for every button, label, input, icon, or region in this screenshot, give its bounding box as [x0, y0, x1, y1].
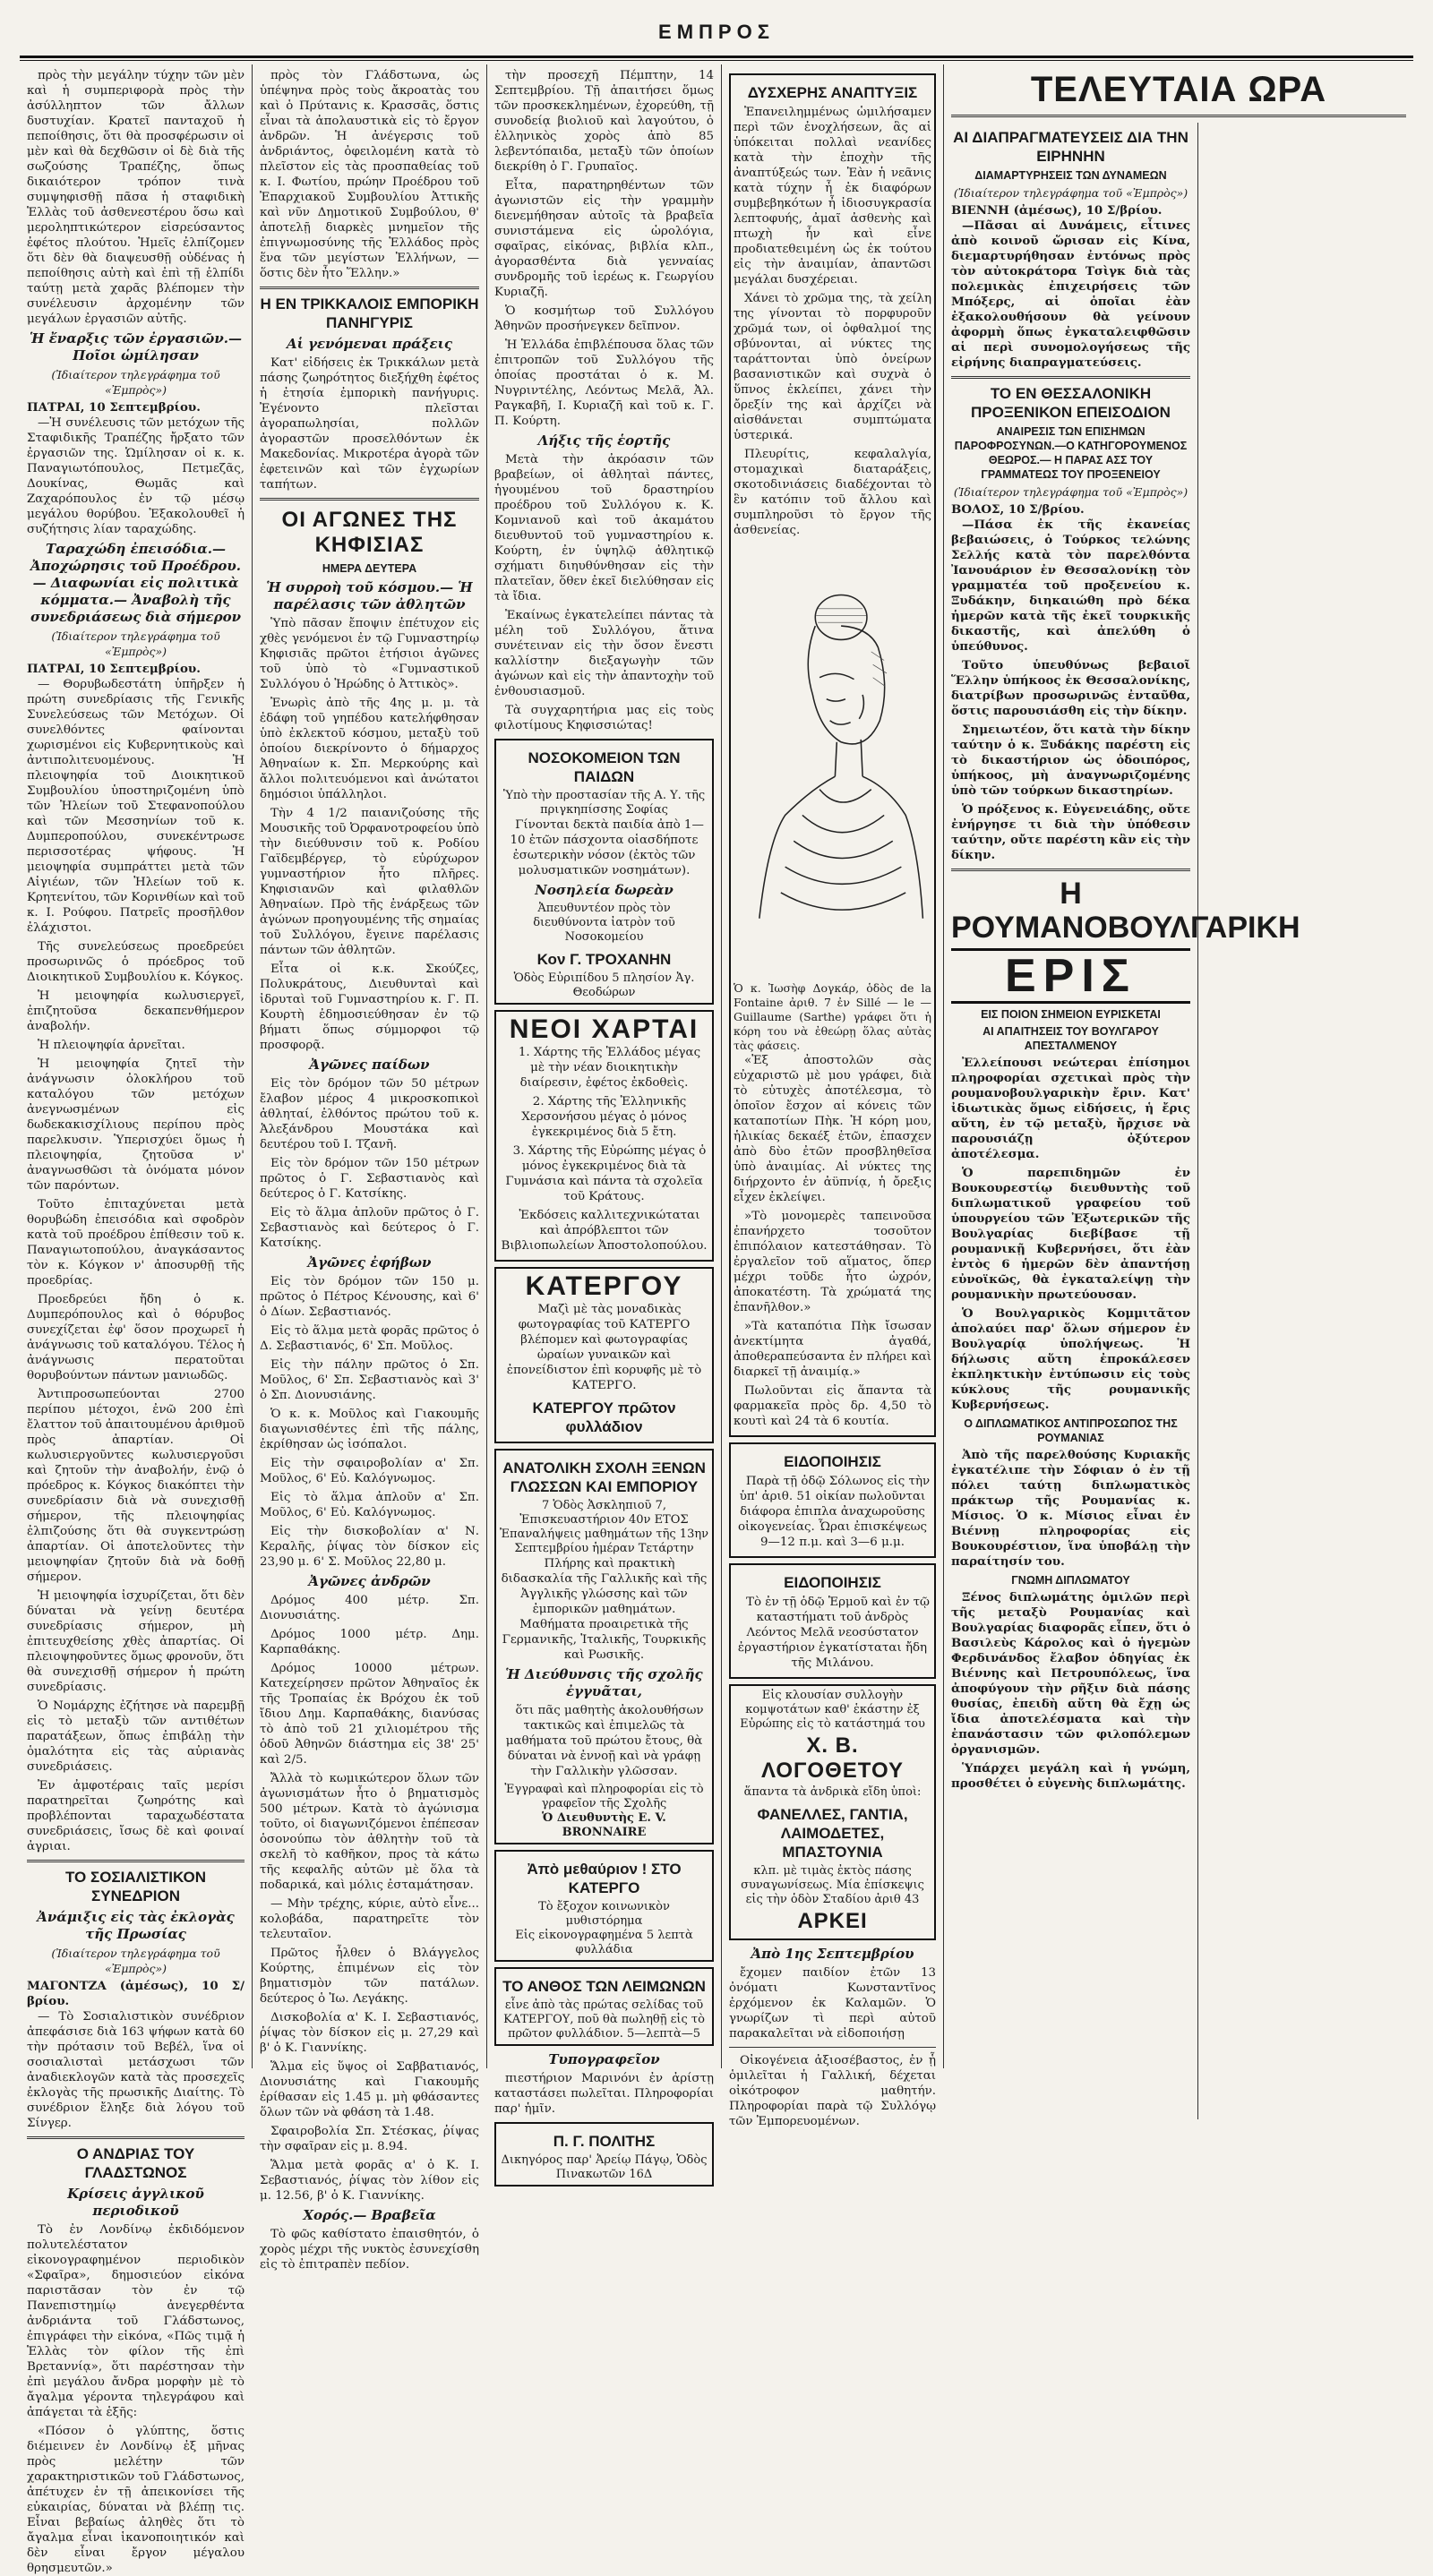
- ad-text: ἅπαντα τὰ ἀνδρικὰ εἴδη ὑποὶ:: [743, 1785, 922, 1799]
- paragraph: Τὴν 4 1/2 παιανιζούσης τῆς Μουσικῆς τοῦ Ὀρφανοτροφείου ὑπὸ τὴν διεύθυνσιν τοῦ κ. Ροδίου Γαϊδεμβέργερ, τὸ εὐρύχωρον γυμναστήριον ἦτο πλῆρες. Κηφισιανῶν καὶ φιλαθλῶν Ἀθηναίων. Πρὸ τῆς ἐνάρξεως τῶν ἀγώνων προηγουμένης τῆς σημαίας τοῦ Συλλόγου, ἔγεινε παρέλασις πάντων τῶν ἀθλητῶν.: [260, 807, 479, 957]
- portrait-illustration: [734, 549, 931, 970]
- ad-subtitle: Νοσηλεία δωρεὰν: [535, 882, 674, 898]
- column-5-right: [1198, 123, 1406, 2119]
- paragraph: Δισκοβολία α' Κ. Ι. Σεβαστιανός, ῥίψας τὸν δίσκον εἰς μ. 27,29 καὶ β' ὁ Κ. Γιαννίκης.: [260, 2011, 479, 2055]
- notice-text: Παρὰ τῇ ὁδῷ Σόλωνος εἰς τὴν ὑπ' ἀριθ. 51 οἰκίαν πωλοῦνται διάφορα ἐπιπλα ἀναχωροῦσης οἰκογενείας. Ὧραι ἐπισκέψεως 9—12 π.μ. καὶ 3—6 μ.μ.: [737, 1475, 931, 1549]
- lawyer-ad: [494, 2122, 714, 2187]
- maps-ad: [494, 1010, 714, 1262]
- city-line: ΜΑΓΟΝΤΖΑ (ἀμέσως), 10 Σ/βρίου.: [27, 1979, 245, 2008]
- paragraph: Εἰς τὸν δρόμον τῶν 150 μ. πρῶτος ὁ Πέτρος Κένουσης, καὶ 6' ὁ Δίων. Σεβαστιανός.: [260, 1275, 479, 1319]
- ad-text: 1. Χάρτης τῆς Ἑλλάδος μέγας μὲ τὴν νέαν διοικητικὴν διαίρεσιν, ἐφέτος ἐκδοθεὶς.: [518, 1046, 701, 1090]
- subheading: ΕΙΣ ΠΟΙΟΝ ΣΗΜΕΙΟΝ ΕΥΡΙΣΚΕΤΑΙ: [981, 1008, 1161, 1021]
- subheading: ΗΜΕΡΑ ΔΕΥΤΕΡΑ: [322, 562, 417, 575]
- paragraph: Τὸ φῶς καθίστατο ἐπαισθητόν, ὁ χορὸς μέχρι τῆς νυκτὸς ἐσυνεχίσθη εἰς τὸ ἐπιτραπὲν πεδίον.: [260, 2228, 479, 2272]
- notice-title: ΕΙΔΟΠΟΙΗΣΙΣ: [784, 1574, 881, 1591]
- paragraph: τὴν προσεχῆ Πέμπτην, 14 Σεπτεμβρίου. Τῇ ἀπαιτήσει ὅμως τῶν προσκεκλημένων, ἐχορεύθη, τῇ συνοδείᾳ βιολιοῦ καὶ λαγούτου, ὁ ἑλληνικὸς χορὸς ἀπὸ 85 λεβεντόπαιδα, μεταξὺ τῶν ὁποίων διεκρίθη ὁ Γ. Γρυπαῖος.: [494, 69, 714, 174]
- subheading: ΔΙΑΜΑΡΤΥΡΗΣΕΙΣ ΤΩΝ ΔΥΝΑΜΕΩΝ: [974, 169, 1167, 182]
- paragraph: Τῆς συνελεύσεως προεδρεύει προσωρινῶς ὁ πρόεδρος τοῦ Διοικητικοῦ Συμβουλίου κ. Κόγκος.: [27, 940, 245, 984]
- paragraph: Ὁ Νομάρχης ἐζήτησε νὰ παρεμβῇ εἰς τὸ μεταξὺ τῶν αντιθέτων παρατάξεων, ὅπως ἐπιβάλῃ τὴν ὁμαλότητα εἰς τὰς αὐριανὰς συνεδριάσεις.: [27, 1699, 245, 1774]
- paragraph: Εἰς τὸ ἅλμα μετὰ φορᾶς πρῶτος ὁ Δ. Σεβαστιανός, 6' Σπ. Μοῦλος.: [260, 1324, 479, 1353]
- paragraph: Ἡ μειοψηφία κωλυσιεργεῖ, ἐπιζητοῦσα δεκαπενθήμερον ἀναβολήν.: [27, 989, 245, 1033]
- subheading: Τυπογραφεῖον: [548, 2051, 660, 2067]
- paragraph: Εἰς τὴν πάλην πρῶτος ὁ Σπ. Μοῦλος, 6' Σπ. Σεβαστιανὸς καὶ 3' ὁ Σπ. Διονυσιάνης.: [260, 1358, 479, 1402]
- ad-text: Πωλοῦνται εἰς ἅπαντα τὰ φαρμακεῖα πρὸς δρ. 4,50 τὸ κουτὶ καὶ 24 τὰ 6 κουτία.: [734, 1384, 931, 1428]
- paragraph: Ἐκαίνως ἐγκατελείπει πάντας τὰ μέλη τοῦ Συλλόγου, ἅτινα συνέτειναν εἰς τὴν ὅσον ἔνεστι καλλίστην διεξαγωγὴν τῶν ἀγώνων καὶ εἰς τὴν ἀπαντοχὴν τοῦ ἐνθουσιασμοῦ.: [494, 609, 714, 698]
- paragraph: Εἶτα οἱ κ.κ. Σκούζες, Πολυκράτους, Διευθυνταὶ καὶ ἰδρυταὶ τοῦ Γυμναστηρίου κ. Γ. Π. Κουρτὴ ἐδημοσιεύθησαν ἐν τῷ βήματι ὅπως σύμμορφοι τῷ προσφορᾷ.: [260, 963, 479, 1052]
- headline-eris: ΕΡΙΣ: [951, 948, 1190, 1004]
- ad-subtitle: Ἡ Διεύθυνσις τῆς σχολῆς ἐγγυᾶται,: [505, 1666, 703, 1699]
- ad-text: Μαζὶ μὲ τὰς μοναδικὰς φωτογραφίας τοῦ ΚΑΤΕΡΓΟ βλέπομεν καὶ φωτογραφίας ὡραίων γυναικῶν καὶ ἐπονείδιστον ἐπὶ κορυφῆς μὲ τὸ ΚΑΤΕΡΓΟ.: [506, 1303, 702, 1392]
- divider: [27, 2136, 245, 2139]
- paragraph: — Τὸ Σοσιαλιστικὸν συνέδριον ἀπεφάσισε διὰ 163 ψήφων κατὰ 60 τὴν πρότασιν τοῦ Βεβέλ, ἵνα οἱ σοσιαλισταὶ μετάσχωσι τῶν ἀναδιεκλογῶν κατὰ τὰς προσεχεῖς ἐκλογὰς τῆς πρωσικῆς Διαίτης. Τὸ συνέδριον ἔληξε διὰ λόγου τοῦ Σίνγερ.: [27, 2010, 245, 2130]
- paragraph: πρὸς τὸν Γλάδστωνα, ὡς ὑπέψηνα πρὸς τοὺς ἄκροατὰς του καὶ ὁ Πρύτανις κ. Κρασσᾶς, ὅστις εἶναι τὰ ἀπολαυστικὰ εἰς τὸ ἔργον ἀνδρῶν. Ἡ ἀνέγερσις τοῦ ἀνδριάντος, ὀφειλομένη κατὰ τὸ πλεῖστον εἰς τὰς προσπαθείας τοῦ κ. Ι. Φωτίου, πρώην Προέδρου τοῦ Ἐπαρχιακοῦ Συμβουλίου Ἀττικῆς καὶ νῦν Δημοτικοῦ Συμβούλου, θ' ἀποτελῇ διαρκὲς μνημεῖον τῆς ἐπιγνωμοσύνης τῆς Ἑλλάδος πρὸς ἕνα τῶν μεγίστων Ἑλλήνων, — ὅστις δὲν ἦτο Ἕλλην.»: [260, 69, 479, 280]
- katergo-ad: [494, 1267, 714, 1443]
- ad-text: Γίνονται δεκτὰ παιδία ἀπὸ 1—10 ἐτῶν πάσχοντα οἱασδήποτε ἐσωτερικὴν νόσον (ἐκτὸς τῶν μολυσματικῶν νοσημάτων).: [510, 818, 704, 877]
- subheading: Ταραχώδη ἐπεισόδια.— Ἀποχώρησις τοῦ Προέδρου.— Διαφωνίαι εἰς πολιτικὰ κόμματα.— Ἀναβολὴ τῆς συνεδριάσεως διὰ σήμερον: [30, 541, 242, 625]
- paragraph: Εἰς τὸν δρόμον τῶν 50 μέτρων ἔλαβον μέρος 4 μικροσκοπικοὶ ἀθληταί, ἐλθόντος πρώτου τοῦ κ. Ἀλεξάνδρου Μουστάκα καὶ δευτέρου τοῦ Ι. Τζανῆ.: [260, 1077, 479, 1151]
- ad-text: »Τὸ μονομερὲς ταπεινοῦσα ἐπανήρχετο τοσοῦτον ἐπιπόλαιον κατεστάθησαν. Τὸ ἐργαλεῖον τοῦ αἵματος, ὅπερ μέχρι τοῦδε ἦτο ὡχρόν, ἀποκατέστη. Τὰ χρώματά της ἐπανῆλθον.»: [734, 1210, 931, 1314]
- dateline: (Ἰδιαίτερον τηλεγράφημα τοῦ «Ἐμπρὸς»): [953, 485, 1188, 499]
- ad-name: Χ. Β. ΛΟΓΟΘΕΤΟΥ: [760, 1733, 905, 1783]
- column-4: [722, 64, 944, 2128]
- ad-text: Εἰς εἰκονογραφημένα 5 λεπτὰ φυλλάδια: [515, 1929, 693, 1956]
- subheading: ΑΝΑΙΡΕΣΙΣ ΤΩΝ ΕΠΙΣΗΜΩΝ ΠΑΡΟΦΡΟΣΥΝΩΝ.—Ο ΚΑΤΗΓΟΡΟΥΜΕΝΟΣ ΘΕΩΡΟΣ.— Η ΠΑΡΑΣ ΑΣΣ ΤΟΥ ΓΡΑΜΜΑΤΕΩΣ ΤΟΥ ΠΡΟΞΕΝΕΙΟΥ: [954, 425, 1188, 481]
- paragraph: Ἡ Ἑλλάδα ἐπιβλέπουσα ὅλας τῶν ἐπιτροπῶν τοῦ Συλλόγου τῆς ὁποίας προστάται ὁ κ. Μ. Νυγριντέλης, Λεόντως Μελᾶ, Ἀλ. Ραγκαβῆ, Ι. Κυριαζῆ καὶ τοῦ κ. Γ. Π. Κούρτη.: [494, 338, 714, 428]
- column-5-left: [951, 123, 1300, 2119]
- paragraph: πρὸς τὴν μεγάλην τύχην τῶν μὲν καὶ ἡ συμπεριφορὰ πρὸς τὴν ἀσύλληπτον τῶν ἄλλων δυστυχίαν. Κρατεῖ πανταχοῦ ἡ πεποίθησις, ὅτι θὰ προσφέρωσιν οἱ μὲν καὶ θὰ δεχθῶσιν οἱ δὲ διὰ τῆς σωζούσης Τραπέζης, ὅπως δικαιότερον τρόπον τινὰ συμψηφισθῇ πᾶσα ἡ σταφιδικὴ Ἑλλὰς τοῦ ἀσθενεστέρου ὅσω καὶ μεροληπτικώτερον εἰσρεύσαντος ἐφέτος πλούτου. Ἡμεῖς ἐλπίζομεν ὅτι δὲν θὰ διαψευσθῇ οὐδένας ἡ πεποίθησις αὐτὴ καὶ ἐπὶ τῇ ἐλπίδι ταύτῃ μετὰ χαρᾶς βλέπομεν τὴν συνέλευσιν ἀρχομένην τῶν μεγάλων ἐργασιῶν αὐτῆς.: [27, 69, 245, 326]
- paragraph: — Θορυβωδεστάτη ὑπῆρξεν ἡ πρώτη συνεδρίασις τῆς Γενικῆς Συνελεύσεως τῶν Μετόχων. Οἱ συνελθόντες φαίνονται χωρισμένοι εἰς Κυβερνητικοὺς καὶ ἀντιπολιτευομένους. Ἡ πλειοψηφία τοῦ Διοικητικοῦ Συμβουλίου ὑποστηριζομένη ὑπὸ τῶν Ἠλείων τοῦ Στεφανοπούλου καὶ τῶν Μεσσηνίων τοῦ κ. Δυμπεροπούλου, συνεκέντρωσε περισσοτέρας ψήφους. Ἡ μειοψηφία συμπράττει μετὰ τῶν Αἰγιέων, τῶν Ἠλείων τοῦ κ. Κρητενίτου, τῶν Κορινθίων καὶ τοῦ κ. Ι. Ρούφου. Πατρεῖς προσῆλθον ἐλάχιστοι.: [27, 678, 245, 935]
- paragraph: Ἐνωρὶς ἀπὸ τῆς 4ης μ. μ. τὰ ἐδάφη τοῦ γηπέδου κατελήφθησαν ὑπὸ ἐκλεκτοῦ κόσμου, μεταξὺ τοῦ ὁποίου διεκρίνοντο ὁ δήμαρχος Ἀθηναίων κ. Σπ. Μερκούρης καὶ ἄλλοι πολιτευόμενοι καὶ ἀνώτατοι δημόσιοι ὑπάλληλοι.: [260, 697, 479, 801]
- ad-address: Ὁδὸς Εὐριπίδου 5 πλησίον Ἀγ. Θεοδώρων: [513, 971, 695, 999]
- city-line: ΒΙΕΝΝΗ (ἀμέσως), 10 Σ/βρίου.: [951, 203, 1163, 218]
- ad-text: κλπ. μὲ τιμὰς ἐκτὸς πάσης συναγωνίσεως. Μία ἐπίσκεψις εἰς τὴν ὁδὸν Σταδίου ἀριθ 43: [741, 1864, 924, 1906]
- dateline: (Ἰδιαίτερον τηλεγράφημα τοῦ «Ἐμπρὸς»): [51, 629, 220, 658]
- notice-title: ΕΙΔΟΠΟΙΗΣΙΣ: [784, 1453, 881, 1470]
- divider: [951, 869, 1190, 871]
- paragraph: — Μὴν τρέχης, κύριε, αὐτὸ εἶνε... κολοβάδα, παρατηρεῖτε τὸν τελευταῖον.: [260, 1897, 479, 1941]
- masthead: ΕΜΠΡΟΣ: [658, 21, 775, 43]
- paragraph: Κατ' εἰδήσεις ἐκ Τρικκάλων μετὰ πάσης ζωηρότητος διεξήχθη ἐφέτος ἡ ἐτησία ἐμπορικὴ πανήγυρις. Ἐγένοντο πλεῖσται ἀγοραπωλησίαι, πολλῶν ἀγοραστῶν προσελθόντων ἐκ Μακεδονίας. Μικροτέρα ἀγορὰ τῶν ἐφετεινῶν καὶ τῶν ἐγχωρίων ταπήτων.: [260, 356, 479, 492]
- column-5: [944, 64, 1413, 2068]
- paragraph: Ἡ μειοψηφία ἰσχυρίζεται, ὅτι δὲν δύναται νὰ γείνῃ δευτέρα συνεδρίασις σήμερον, μὴ ἐπιτευχθείσης χθὲς ἀπαρτίας. Οἱ πλειοψηφοῦντες ὅμως φρονοῦν, ὅτι θὰ συνεχισθῇ σήμερον ἡ πρώτη συνεδρίασις.: [27, 1589, 245, 1694]
- ad-text: 3. Χάρτης τῆς Εὐρώπης μέγας ὁ μόνος ἐγκεκριμένος διὰ τὰ Γυμνάσια καὶ πάντα τὰ σχολεῖα τοῦ Κράτους.: [505, 1144, 707, 1203]
- ad-name: Κον Γ. ΤΡΟΧΑΝΗΝ: [536, 951, 672, 968]
- headline: ΤΟ ΣΟΣΙΑΛΙΣΤΙΚΟΝ ΣΥΝΕΔΡΙΟΝ: [64, 1869, 207, 1904]
- paragraph: Προεδρεύει ἤδη ὁ κ. Δυμπερόπουλος καὶ ὁ θόρυβος συνεχίζεται ἐφ' ὅσον προχωρεῖ ἡ ἀνάγνωσις τοῦ καταλόγου. Τέλος ἡ ἀνάγνωσις περατοῦται θορυβούντων πάντων μανιωδῶς.: [27, 1293, 245, 1382]
- city-line: ΠΑΤΡΑΙ, 10 Σεπτεμβρίου.: [27, 662, 201, 676]
- ad-text: Τὸ ἔξοχον κοινωνικὸν μυθιστόρημα: [538, 1900, 670, 1928]
- paragraph: —Πάσα ἐκ τῆς ἐκανείας βεβαιώσεις, ὁ Τούρκος τελώνης Σελλής κατὰ τὸν παρελθόντα Ἰανουάριον ἐν Θεσσαλονίκῃ τὸν γραμματέα τοῦ προξενείου κ. Ξυδάκην, διηκαιώθη πρὸ δέκα ἡμερῶν κατὰ τῆς ἐκεῖ τουρκικῆς δικαστῆς, καὶ ἀπελύθη ὁ ὑπεύθυνος.: [951, 518, 1190, 654]
- ad-headline: Ἀπὸ μεθαύριον ! ΣΤΟ ΚΑΤΕΡΓΟ: [527, 1861, 682, 1896]
- paragraph: Εἰς τὸ ἅλμα ἀπλοῦν α' Σπ. Μοῦλος, 6' Εὐ. Καλόγνωμος.: [260, 1491, 479, 1519]
- divider: [260, 498, 479, 501]
- ad-footer: ΚΑΤΕΡΓΟΥ πρῶτον φυλλάδιον: [532, 1399, 676, 1435]
- columns: [20, 64, 1413, 2575]
- paragraph: Πρῶτος ἦλθεν ὁ Βλάγγελος Κούρτης, ἐπιμένων εἰς τὸν βηματισμὸν τῶν πατάλων. δεύτερος ὁ Ἰω. Λεγάκης.: [260, 1947, 479, 2006]
- ad-headline: ΚΑΤΕΡΓΟΥ: [525, 1271, 683, 1301]
- column-1: [20, 64, 253, 2575]
- ad-text: Ἀπευθυντέον πρὸς τὸν διευθύνοντα ἰατρὸν τοῦ Νοσοκομείου: [533, 902, 675, 944]
- ad-text: Πλευρίτις, κεφαλαλγία, στομαχικαὶ διαταράξεις, σκοτοδινιάσεις διαδέχονται τὸ ἓν κατόπιν τοῦ ἄλλου καὶ συμπληροῦσι τὸ ἔργον τῆς ἀσθενείας.: [734, 448, 931, 537]
- ad-text: 7 Ὁδὸς Ἀσκληπιοῦ 7, Ἐπισκευαστήριον 40ν ΕΤΟΣ: [519, 1499, 689, 1527]
- katergo-ad-2: [494, 1850, 714, 1962]
- headline: ΟΙ ΑΓΩΝΕΣ ΤΗΣ ΚΗΦΙΣΙΑΣ: [281, 508, 458, 557]
- ad-text: Χάνει τὸ χρῶμα της, τὰ χείλη της γίνονται τὸ πορφυροῦν χρῶμά των, οἱ ὀφθαλμοί της σβύνονται, αἱ νύκτες της ταράττονται ὑπὸ ὀνείρων βασανιστικῶν καὶ συχνὰ ὁ ὕπνος ἐκλείπει, χάνει τὴν ὄρεξίν της καὶ ἀρχίζει νὰ αἰσθάνεται συμπτώματα ὑστερικά.: [734, 292, 931, 442]
- paragraph: ἔχομεν παιδίον ἐτῶν 13 ὀνόματι Κωνσταντῖνος ἐρχόμενον ἐκ Καλαμῶν. Ὁ γνωρίζων τὶ περὶ αὐτοῦ παρακαλεῖται νὰ εἰδοποιήσῃ: [729, 1966, 936, 2041]
- paragraph: Εἰς τὴν δισκοβολίαν α' Ν. Κεραλῆς, ῥίψας τὸν δίσκον εἰς 23,90 μ. 6' Σ. Μοῦλος 22,80 μ.: [260, 1525, 479, 1569]
- paragraph: Τὰ συγχαρητήρια μας εἰς τοὺς φιλοτίμους Κηφισσιώτας!: [494, 704, 714, 732]
- ad-text: «Ἐξ ἀποστολῶν σὰς εὐχαριστῶ μὲ μου γράφει, διὰ τὸ εὐτυχὲς ἀποτέλεσμα, τὸ ὁποῖον ἔσχον αἱ κόνεις τῶν καταποτίων Πὴκ. Ἡ κόρη μου, ἡλικίας δεκαέξ ἐτῶν, ἐπασχεν ἀπὸ δὺο ἐτῶν προσβληθεῖσα ὑπὸ ἀναιμίας. Αἱ νύκτες της διήρχοντο ἐν ἀϋπνίᾳ, ἡ ὄρεξις εἶχεν ἐκλείψει.: [734, 1054, 931, 1204]
- subheading: Αἱ γενόμεναι πράξεις: [287, 336, 452, 352]
- paragraph: Εἰς τὸ ἅλμα ἀπλοῦν πρῶτος ὁ Γ. Σεβαστιανὸς καὶ δεύτερος ὁ Γ. Κατσίκης.: [260, 1206, 479, 1250]
- paragraph: Ἀπὸ τῆς παρελθούσης Κυριακῆς ἐγκατέλιπε τὴν Σόφιαν ὁ ἐν τῇ πόλει ταύτῃ διπλωματικὸς πράκτωρ τῆς Ρουμανίας κ. Μίσιος. Ὁ κ. Μίσιος εἶναι ἐν Βιέννῃ πληροφορίας εἰς Βουκουρέστιον, ἵνα ὑποβάλῃ τὴν παραίτησίν του.: [951, 1448, 1190, 1569]
- last-hour-banner: ΤΕΛΕΥΤΑΙΑ ΩΡΑ: [1030, 70, 1327, 109]
- paragraph: Δρόμος 1000 μέτρ. Δημ. Καρπαθάκης.: [260, 1628, 479, 1656]
- subheading: ΓΝΩΜΗ ΔΙΠΛΩΜΑΤΟΥ: [1011, 1574, 1130, 1587]
- paragraph: Τοῦτο ὑπευθύνως βεβαιοῖ Ἕλλην ὑπήκοος ἐκ Θεσσαλονίκης, διατρίβων προσωρινῶς ἐνταῦθα, ὅστις παρουσιάσθη εἰς τὴν δίκην.: [951, 658, 1190, 718]
- dateline: (Ἰδιαίτερον τηλεγράφημα τοῦ «Ἐμπρὸς»): [953, 186, 1188, 200]
- paragraph: Ὑπάρχει μεγάλη καὶ ἡ γνώμη, προσθέτει ὁ εὐγενὴς διπλωμάτης.: [951, 1761, 1190, 1791]
- notice-text: Τὸ ἐν τῇ ὁδῷ Ἑρμοῦ καὶ ἐν τῷ καταστήματι τοῦ ἀνδρὸς Λεόντος Μελᾶ νεοσύστατον ἐργαστήριον ἐγκατίσταται ἤδη τῆς Μιλάνου.: [737, 1596, 930, 1670]
- headline: ΑΙ ΔΙΑΠΡΑΓΜΑΤΕΥΣΕΙΣ ΔΙΑ ΤΗΝ ΕΙΡΗΝΗΝ: [953, 129, 1188, 165]
- anthos-ad: [494, 1967, 714, 2046]
- ad-slogan: ΑΡΚΕΙ: [797, 1909, 868, 1933]
- paragraph: Ὁ κ. κ. Μοῦλος καὶ Γιακουμῆς διαγωνισθέντες ἐπὶ τῆς πάλης, ἐκρίθησαν ὡς ἰσόπαλοι.: [260, 1408, 479, 1451]
- ad-text: Εἰς κλουσίαν συλλογὴν κομψοτάτων καθ' ἑκάστην ἐξ Εὐρώπης εἰς τὸ κατάστημά του: [740, 1689, 925, 1731]
- paragraph: Ὁ παρεπιδημῶν ἐν Βουκουρεστίῳ διευθυντὴς τοῦ διπλωματικοῦ γραφείου τοῦ ὑπουργείου τῶν Ἐξωτερικῶν τῆς Βουλγαρίας διεβίβασε τῇ ρουμανικῇ Κυβερνήσει, ὅτι ἐὰν ἐντὸς 6 ἡμερῶν δὲν ἀπαντήσῃ εὐνοϊκῶς, θὰ ἐγκαταλείψῃ τὴν ρουμανικὴν πρωτεύουσαν.: [951, 1166, 1190, 1302]
- subheading: Ἡ συρροὴ τοῦ κόσμου.— Ἡ παρέλασις τῶν ἀθλητῶν: [266, 579, 473, 612]
- divider: [951, 376, 1190, 379]
- subheading: Ο ΔΙΠΛΩΜΑΤΙΚΟΣ ΑΝΤΙΠΡΟΣΩΠΟΣ ΤΗΣ ΡΟΥΜΑΝΙΑΣ: [964, 1417, 1178, 1444]
- subheading: Χορός.— Βραβεῖα: [303, 2207, 436, 2223]
- divider: [951, 115, 1406, 117]
- headline: Ο ΑΝΔΡΙΑΣ ΤΟΥ ΓΛΑΔΣΤΩΝΟΣ: [76, 2145, 195, 2181]
- paragraph: Εἰς τὸν δρόμον τῶν 150 μέτρων πρῶτος ὁ Γ. Σεβαστιανὸς καὶ δεύτερος ὁ Γ. Κατσίκης.: [260, 1157, 479, 1201]
- headline: ΤΟ ΕΝ ΘΕΣΣΑΛΟΝΙΚΗ ΠΡΟΞΕΝΙΚΟΝ ΕΠΕΙΣΟΔΙΟΝ: [971, 385, 1171, 421]
- city-line: ΠΑΤΡΑΙ, 10 Σεπτεμβρίου.: [27, 400, 201, 415]
- dateline: (Ἰδιαίτερον τηλεγράφημα τοῦ «Ἐμπρὸς»): [51, 368, 220, 397]
- ad-address: Δικηγόρος παρ' Ἀρείῳ Πάγῳ, Ὁδὸς Πινακωτῶν 16Δ: [501, 2153, 708, 2181]
- ad-headline: ΑΝΑΤΟΛΙΚΗ ΣΧΟΛΗ ΞΕΝΩΝ ΓΛΩΣΣΩΝ ΚΑΙ ΕΜΠΟΡΙΟΥ: [502, 1459, 706, 1495]
- divider: [260, 287, 479, 289]
- ad-text: Ἐγγραφαὶ καὶ πληροφορίαι εἰς τὸ γραφεῖον τῆς Σχολῆς: [504, 1783, 704, 1810]
- dateline: (Ἰδιαίτερον τηλεγράφημα τοῦ «Ἐμπρὸς»): [51, 1947, 220, 1975]
- paragraph: Ὁ Βουλγαρικὸς Κομμιτᾶτον ἀπολαύει παρ' ὅλων σήμερον ἐν Βουλγαρίᾳ ὑπολήψεως. Ἡ δήλωσις αὕτη ἐπροκάλεσεν ἐκπληκτικὴν ἐντύπωσιν εἰς τοὺς κύκλους τῆς ρουμανικῆς Κυβερνήσεως.: [951, 1306, 1190, 1412]
- divider: [729, 2047, 936, 2048]
- paragraph: Σφαιροβολία Σπ. Στέσκας, ῥίψας τὴν σφαῖραν εἰς μ. 8.94.: [260, 2125, 479, 2153]
- headline: Η ΕΝ ΤΡΙΚΚΑΛΟΙΣ ΕΜΠΟΡΙΚΗ ΠΑΝΗΓΥΡΙΣ: [260, 295, 479, 331]
- paragraph: Ἡ πλειοψηφία ἀρνεῖται.: [38, 1039, 185, 1052]
- paragraph: Τοῦτο ἐπιταχύνεται μετὰ θορυβώδη ἐπεισόδια καὶ σφοδρὸν κατὰ τοῦ προέδρου ἐπίθεσιν τοῦ κ. Παναγιωτοπούλου, ἀναγκάσαντος τὸν κ. Κόγκον ν' ἀποσυρθῇ τῆς προεδρίας.: [27, 1198, 245, 1288]
- subheading: Ἀπὸ 1ης Σεπτεμβρίου: [751, 1946, 914, 1962]
- logothetou-ad: [729, 1684, 936, 1940]
- paragraph: Ξένος διπλωμάτης ὁμιλῶν περὶ τῆς μεταξὺ Ρουμανίας καὶ Βουλγαρίας διαφορᾶς εἶπεν, ὅτι ὁ Βασιλεὺς Κάρολος καὶ ὁ ἡγεμὼν Φερδινάνδος ἔλαβον ὁδηγίας ἐκ Βιέννης καὶ Πετρουπόλεως, ἵνα ἀποφύγουν τὴν ρῆξιν διὰ πάσης θυσίας, ἐπειδὴ αὕτη θὰ ἔχῃ ὡς ἴδια ἀποτελέσματα καὶ τὴν ἐπανάστασιν τῶν φιλοπόλεμων ὀργανισμῶν.: [951, 1590, 1190, 1757]
- column-2: [253, 64, 487, 2272]
- ad-headline: ΝΕΟΙ ΧΑΡΤΑΙ: [509, 1014, 699, 1044]
- subheading: Ἀνάμιξις εἰς τὰς ἐκλογὰς τῆς Πρωσίας: [37, 1909, 235, 1942]
- top-rule: [20, 56, 1413, 61]
- subheading: Λήξις τῆς ἑορτῆς: [537, 432, 671, 449]
- paragraph: Εἶτα, παρατηρηθέντων τῶν ἀγωνιστῶν εἰς τὴν γραμμὴν διενεμήθησαν αὐτοῖς τὰ βραβεῖα συνιστάμενα εἰς ὡρολόγια, σφαῖρας, εἰκόνας, βιβλία κλπ., ἀγορασθέντα διὰ γενναίας συνδρομῆς τοῦ ἱερέως κ. Γεωργίου Κυριαζῆ.: [494, 179, 714, 299]
- paragraph: —Ἡ συνέλευσις τῶν μετόχων τῆς Σταφιδικῆς Τραπέζης ἤρξατο τῶν ἐργασιῶν της. Ὡμίλησαν οἱ κ. κ. Παναγιωτόπουλος, Πετμεζᾶς, Δουκίνας, Θωμᾶς καὶ Ζαχαρόπουλος ἐν τῷ μέσῳ μεγάλου θορύβου. Ἐξακολουθεῖ ἡ συζήτησις λίαν ταραχώδης.: [27, 416, 245, 536]
- paragraph: Δρόμος 400 μέτρ. Σπ. Διονυσιάτης.: [260, 1594, 479, 1622]
- paragraph: Σημειωτέον, ὅτι κατὰ τὴν δίκην ταύτην ὁ κ. Ξυδάκης παρέστη εἰς τὸ δικαστήριον ὡς ὁδοιπόρος, ὑπήκοος, μὴ ἀναγνωριζομένης ὑπὸ τῶν τούρκων δικαστηρίων.: [951, 723, 1190, 798]
- notice-box-2: [729, 1563, 936, 1679]
- paragraph: —Πᾶσαι αἱ Δυνάμεις, εἶτινες ἀπὸ κοινοῦ ὥρισαν εἰς Κίνα, διεμαρτυρήθησαν ἐντόνως πρὸς τὸν αὐτοκράτορα Τσὶγκ διὰ τὰς πολεμικὰς ἐπιχειρήσεις τῶν Μπόξερς, αἱ ὁποῖαι ἐὰν ἐξακολουθήσουν θὰ γείνουν ἀφορμὴ ὅπως ἐγκαταλειφθῶσιν αἱ περὶ συνομολογήσεως τῆς εἰρήνης διαπραγματεύσεις.: [951, 218, 1190, 370]
- newspaper-page: [20, 9, 1413, 2575]
- ad-signature: Ὁ Διευθυντὴς E. V. BRONNAIRE: [542, 1811, 666, 1839]
- paragraph: Ὑπὸ πᾶσαν ἔποψιν ἐπέτυχον εἰς χθὲς γενόμενοι ἐν τῷ Γυμναστηρίῳ Κηφισιᾶς πρῶτοι ἐτήσιοι ἀγῶνες τοῦ ὑπὸ τὸ «Γυμναστικοῦ Συλλόγου ὁ Ἡρώδης ὁ Ἀττικὸς».: [260, 617, 479, 691]
- ad-headline: ΤΟ ΑΝΘΟΣ ΤΩΝ ΛΕΙΜΩΝΩΝ: [502, 1978, 706, 1995]
- paragraph: Ὁ κοσμήτωρ τοῦ Συλλόγου Ἀθηνῶν προσήνεγκεν δεῖπνον.: [494, 304, 714, 333]
- ad-text: »Τὰ καταπότια Πὴκ ἴσωσαν ἀνεκτίμητα ἀγαθά, ἀποθεραπεύσαντα ἐν πλήρει καὶ διαρκεῖ τῇ ἀναιμίᾳ.»: [734, 1320, 931, 1379]
- ad-name: Π. Γ. ΠΟΛΙΤΗΣ: [553, 2133, 656, 2150]
- column-5-split: [951, 123, 1406, 2119]
- paragraph: Ὁ πρόξενος κ. Εὐγενειάδης, οὔτε ἐνήργησε τι διὰ τὴν ὑπόθεσιν ταύτην, οὔτε παρέστη κἂν εἰς τὴν δίκην.: [951, 802, 1190, 862]
- column-3: [487, 64, 722, 2181]
- ad-text: 2. Χάρτης τῆς Ἑλληνικῆς Χερσονήσου μέγας ὁ μόνος ἐγκεκριμένος διὰ 5 ἔτη.: [521, 1095, 687, 1139]
- paragraph: πιεστήριον Μαρινόνι ἐν ἀρίστῃ καταστάσει πωλεῖται. Πληροφορίαι παρ' ἡμῖν.: [494, 2072, 714, 2116]
- school-ad: [494, 1449, 714, 1844]
- subheading: ΑΙ ΑΠΑΙΤΗΣΕΙΣ ΤΟΥ ΒΟΥΛΓΑΡΟΥ ΑΠΕΣΤΑΛΜΕΝΟΥ: [983, 1025, 1159, 1052]
- ad-headline: ΔΥΣΧΕΡΗΣ ΑΝΑΠΤΥΞΙΣ: [747, 84, 918, 101]
- notice-box: [729, 1442, 936, 1558]
- paragraph: Δρόμος 10000 μέτρων. Κατεχείρησεν πρῶτον Ἀθηναῖος ἐκ τῆς Τροπαίας ἐκ Βρόχου ἐκ τοῦ ἴδιου Δημ. Καρπαθάκης, διανύσας τὸ ἀπὸ τοῦ 21 χιλιομέτρου τῆς ὁδοῦ Ἀθηνῶν διάστημα εἰς 38' 25' καὶ 2/5.: [260, 1662, 479, 1767]
- ad-text: Ἐπανειλημμένως ὡμιλήσαμεν περὶ τῶν ἐνοχλήσεων, ἃς αἱ ὑπόκειται πολλαὶ νεανίδες κατὰ τὴν ἐποχὴν τῆς ἀναπτύξεώς των. Ἐὰν ἡ νεᾶνις κατὰ τύχην ἦ ἐκ διαφόρων συμβεβηκότων ἦ ἰδιοσυγκρασία λεπτοφυής, ἀμαῖ ἀσθενὴς καὶ πτωχὴ ἦν καὶ εἶνε προδιατεθειμένη ὡς ἐκ τούτου εἰς τὴν ἀναιμίαν, ἀπαντῶσι μεγάλαι δυσχέρειαι.: [734, 106, 931, 287]
- hospital-ad: [494, 739, 714, 1005]
- paragraph: Μετὰ τὴν ἀκρόασιν τῶν βραβείων, οἱ ἀθληταὶ πάντες, ἡγουμένου τοῦ δραστηρίου προέδρου τοῦ Συλλόγου κ. Κ. Κομνιανοῦ καὶ τοῦ ἀκαμάτου διευθυντοῦ τοῦ γυμναστηρίου κ. Κούρτη, ἐν ὑψηλῷ ἀθλητικῷ σχήματι διηυθύνθησαν εἰς τὴν πλατεῖαν, ὅθεν ἐκεῖ διελύθησαν εἰς τὰ ἴδια.: [494, 453, 714, 603]
- paragraph: Οἰκογένεια ἀξιοσέβαστος, ἐν ᾗ ὁμιλεῖται ἡ Γαλλική, δέχεται οἰκότροφον μαθητήν. Πληροφορίαι παρὰ τῷ Συλλόγῳ τῶν Ἐμπορευομένων.: [729, 2054, 936, 2128]
- ad-text: εἶνε ἀπὸ τὰς πρώτας σελίδας τοῦ ΚΑΤΕΡΓΟΥ, ποῦ θὰ πωληθῇ εἰς τὸ πρῶτον φυλλάδιον. 5—λεπτὰ—5: [503, 1998, 705, 2041]
- divider: [27, 1860, 245, 1862]
- subheading: Ἀγῶνες ἀνδρῶν: [308, 1573, 431, 1589]
- paragraph: Ἅλμα μετὰ φορᾶς α' ὁ Κ. Ι. Σεβαστιανός, ῥίψας τὸν λίθον εἰς μ. 12.56, β' ὁ Κ. Γιαννίκης.: [260, 2159, 479, 2203]
- ad-products: ΦΑΝΕΛΛΕΣ, ΓΑΝΤΙΑ, ΛΑΙΜΟΔΕΤΕΣ, ΜΠΑΣΤΟΥΝΙΑ: [757, 1806, 908, 1861]
- paragraph: Ἡ μειοψηφία ζητεῖ τὴν ἀνάγνωσιν ὀλοκλήρου τοῦ καταλόγου τῶν μετόχων ἀνεγνωσμένων εἰς δωδεκακισχίλιους περίπου πρὸς παρελκυσιν. Ὑπερισχύει ὅμως ἡ πλειοψηφία, ζητοῦσα ν' ἀναγνωσθῶσι τὰ ὀνόματα μόνον τῶν παρόντων.: [27, 1057, 245, 1193]
- paragraph: Τὸ ἐν Λονδίνῳ ἐκδιδόμενον πολυτελέστατον εἰκονογραφημένον περιοδικὸν «Σφαῖρα», δημοσιεύον εἰκόνα παριστᾶσαν τὸν ἐν τῷ Πανεπιστημίῳ ἀνεγερθέντα ἀνδριάντα τοῦ Γλάδστωνος, ἐπιγράφει τὴν εἰκόνα, «Πῶς τιμᾷ ἡ Ἑλλὰς τὸν φίλον τῆς ἐπὶ Βρεταννίᾳ», ὅτι παρέστησαν τὴν ἐπὶ μεγάλου ἄνδρα μορφὴν μὲ τὸ ἄγαλμα γέροντα τηλεγράφου καὶ ἀπάγεται τὰ ἑξῆς:: [27, 2223, 245, 2419]
- paragraph: Εἰς τὴν σφαιροβολίαν α' Σπ. Μοῦλος, 6' Εὐ. Καλόγνωμος.: [260, 1457, 479, 1485]
- paragraph: Ἅλμα εἰς ὕψος οἱ Σαββατιανός, Διονυσιάτης καὶ Γιακουμῆς ἐρίθασαν εἰς 1.45 μ. μὴ φθάσαντες ὅλων τῶν νὰ φθάση τὰ 1.48.: [260, 2060, 479, 2119]
- subheading: Ἡ ἔναρξις τῶν ἐργασιῶν.— Ποῖοι ὡμίλησαν: [30, 330, 242, 364]
- headline: Η ΡΟΥΜΑΝΟΒΟΥΛΓΑΡΙΚΗ: [951, 877, 1300, 945]
- paragraph: Ἐν ἀμφοτέραις ταῖς μερίσι παρατηρεῖται ζωηρότης καὶ προβλέπονται ταραχωδέστατα συνεδριάσεις, ἴσως δὲ καὶ φοιναί ἀγριαι.: [27, 1779, 245, 1853]
- city-line: ΒΟΛΟΣ, 10 Σ/βρίου.: [951, 502, 1085, 517]
- paragraph: Ἀντιπροσωπεύονται 2700 περίπου μέτοχοι, ἐνῶ 200 ἐπὶ ἔλαττον τοῦ ἀπαιτουμένου ἀριθμοῦ πρὸς ἀπαρτίαν. Οἱ κωλυσιεργοῦντες κωλυσιεργοῦσι καὶ ζητοῦν τὴν ἀναβολήν, ἐνῷ ὁ πρόεδρος κ. Κόγκος διακόπτει τὴν συνεδρίασιν διὰ νὰ συνεχισθῇ σήμερον, τῆς πλειοψηφίας ἐλπιζούσης ὅτι θὰ συγκεντρώσῃ ἀπαρτίαν. Οἱ ἀποτελοῦντες τὴν μειοψηφίαν ζητοῦν διὰ νὰ δοθῇ σήμερον.: [27, 1388, 245, 1584]
- ad-text: Ἐπαναλήψεις μαθημάτων τῆς 13ην Σεπτεμβρίου ἡμέραν Τετάρτην: [499, 1528, 709, 1555]
- ad-headline: ΝΟΣΟΚΟΜΕΙΟΝ ΤΩΝ ΠΑΙΔΩΝ: [528, 749, 681, 785]
- subheading: Ἀγῶνες παίδων: [309, 1057, 430, 1073]
- ad-text: Ἐκδόσεις καλλιτεχνικώταται καὶ ἀπρόβλεπτοι τῶν Βιβλιοπωλείων Ἀποστολοπούλου.: [501, 1209, 708, 1253]
- pink-pills-ad: [729, 73, 936, 1437]
- subheading: Κρίσεις ἀγγλικοῦ περιοδικοῦ: [67, 2186, 204, 2219]
- paragraph: «Πόσον ὁ γλύπτης, ὅστις διέμεινεν ἐν Λονδίνῳ ἐξ μῆνας πρὸς μελέτην τῶν χαρακτηριστικῶν τοῦ Γλάδστωνος, ἀπέτυχεν ἐν τῇ ἀπεικονίσει τῆς εὐκαιρίας, δύναται νὰ βλέπῃ τις. Εἶναι βεβαίως ἀληθὲς ὅτι τὸ ἄγαλμα εἶναι ἱκανοποιητικόν καὶ δὲν εἶναι ἔργον μέγαλου θρησμευτῶν.»: [27, 2425, 245, 2575]
- ad-text: Πλήρης καὶ πρακτικὴ διδασκαλία τῆς Γαλλικῆς καὶ τῆς Ἀγγλικῆς γλώσσης καὶ τῶν ἐμπορικῶν μαθημάτων. Μαθήματα προαιρετικὰ τῆς Γερμανικῆς, Ἰταλικῆς, Τουρκικῆς καὶ Ρωσικῆς.: [501, 1557, 708, 1662]
- subheading: Ἀγῶνες ἐφήβων: [307, 1254, 432, 1271]
- ad-text: ὅτι πᾶς μαθητὴς ἀκολουθήσων τακτικῶς καὶ ἐπιμελῶς τὰ μαθήματα τοῦ πρώτου ἔτους, θὰ δύναται νὰ ἐννοῇ καὶ νὰ γράφῃ τὴν Γαλλικὴν γλῶσσαν.: [505, 1704, 704, 1778]
- paragraph: Ἄλλὰ τὸ κωμικώτερον ὅλων τῶν ἀγωνισμάτων ἦτο ὁ βηματισμὸς 500 μέτρων. Κατὰ τὸ ἀγώνισμα τοῦτο, οἱ διαγωνιζόμενοι ἐπέπεσαν ὁσονούπω τὸν ἀθλητὴν τοῦ τὰ σκελῆ τὸ καθῆκον, προς τὰ κάτω τῆς κεφαλῆς αὐτῶν μὲ ὅλα τὰ ποδαρικά, καὶ μόλις ἐσταμάτησαν.: [260, 1772, 479, 1892]
- portrait-caption: Ὁ κ. Ἰωσὴφ Δογκάρ, ὁδὸς de la Fontaine ἀριθ. 7 ἐν Sillé — le — Guillaume (Sarthe) γράφει ὅτι ἡ κόρη του νὰ ἐθεώρῃ ὅλας αὐτὰς τὰς φάσεις.: [734, 981, 931, 1052]
- ad-subtitle: Ὑπὸ τὴν προστασίαν τῆς Α. Υ. τῆς πριγκηπίσσης Σοφίας: [502, 789, 706, 817]
- paragraph: Ἐλλείπουσι νεώτεραι ἐπίσημοι πληροφορίαι σχετικαὶ πρὸς τὴν ρουμανοβουλγαρικὴν ἔριν. Κατ' ἰδιωτικὰς ὅμως εἰδήσεις, ἡ ἔρις αὕτη, ἐν τῷ μεταξὺ, ἤρχισε νὰ παρουσιάζῃ ὀξύτερον ἀποτέλεσμα.: [951, 1056, 1190, 1161]
